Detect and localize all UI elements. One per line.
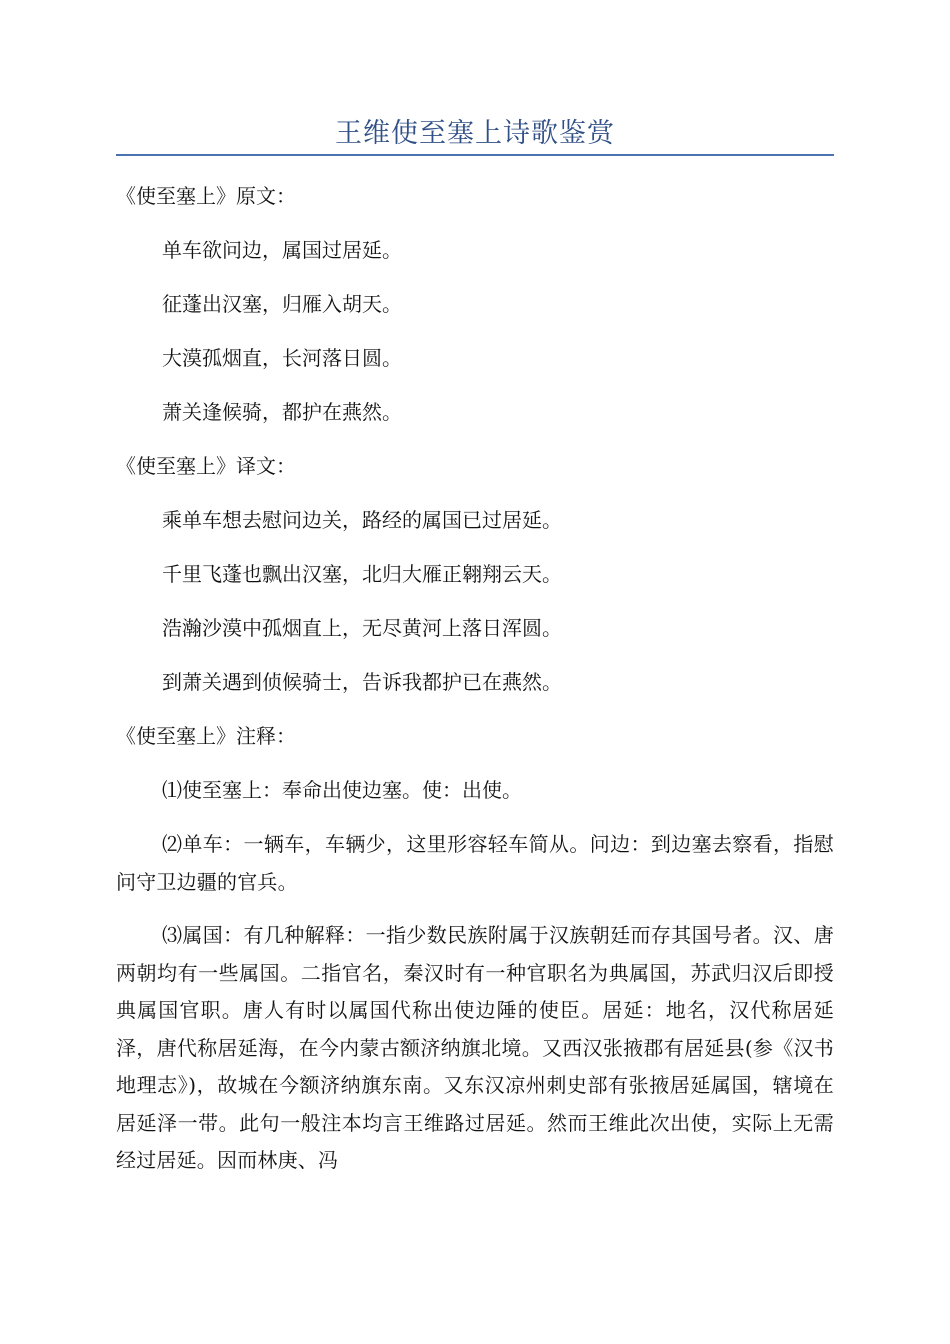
translation-line: 浩瀚沙漠中孤烟直上，无尽黄河上落日浑圆。	[162, 616, 562, 640]
section-heading-original: 《使至塞上》原文：	[116, 184, 296, 208]
translation-line: 乘单车想去慰问边关，路经的属国已过居延。	[162, 508, 562, 532]
note-paragraph: ⑴使至塞上：奉命出使边塞。使：出使。	[162, 778, 522, 802]
poem-line: 大漠孤烟直，长河落日圆。	[162, 346, 402, 370]
translation-line: 千里飞蓬也飘出汉塞，北归大雁正翱翔云天。	[162, 562, 562, 586]
poem-line: 单车欲问边，属国过居延。	[162, 238, 402, 262]
section-heading-translation: 《使至塞上》译文：	[116, 454, 296, 478]
section-heading-notes: 《使至塞上》注释：	[116, 724, 296, 748]
document-title: 王维使至塞上诗歌鉴赏	[335, 118, 615, 149]
note-paragraph: ⑶属国：有几种解释：一指少数民族附属于汉族朝廷而存其国号者。汉、唐两朝均有一些属国。二指官名，秦汉时有一种官职名为典属国，苏武归汉后即授典属国官职。唐人有时以属国代称出使边陲的使臣。居延：地名，汉代称居延泽，唐代称居延海，在今内蒙古额济纳旗北境。又西汉张掖郡有居延县(参《汉书地理志》)，故城在今额济纳旗东南。又东汉凉州刺史部有张掖居延属国，辖境在居延泽一带。此句一般注本均言王维路过居延。然而王维此次出使，实际上无需经过居延。因而林庚、冯	[116, 923, 834, 1172]
poem-line: 征蓬出汉塞，归雁入胡天。	[162, 292, 402, 316]
title-underline	[116, 154, 834, 156]
note-paragraph: ⑵单车：一辆车，车辆少，这里形容轻车简从。问边：到边塞去察看，指慰问守卫边疆的官兵。	[116, 832, 834, 894]
translation-line: 到萧关遇到侦候骑士，告诉我都护已在燕然。	[162, 670, 562, 694]
poem-line: 萧关逢候骑，都护在燕然。	[162, 400, 402, 424]
